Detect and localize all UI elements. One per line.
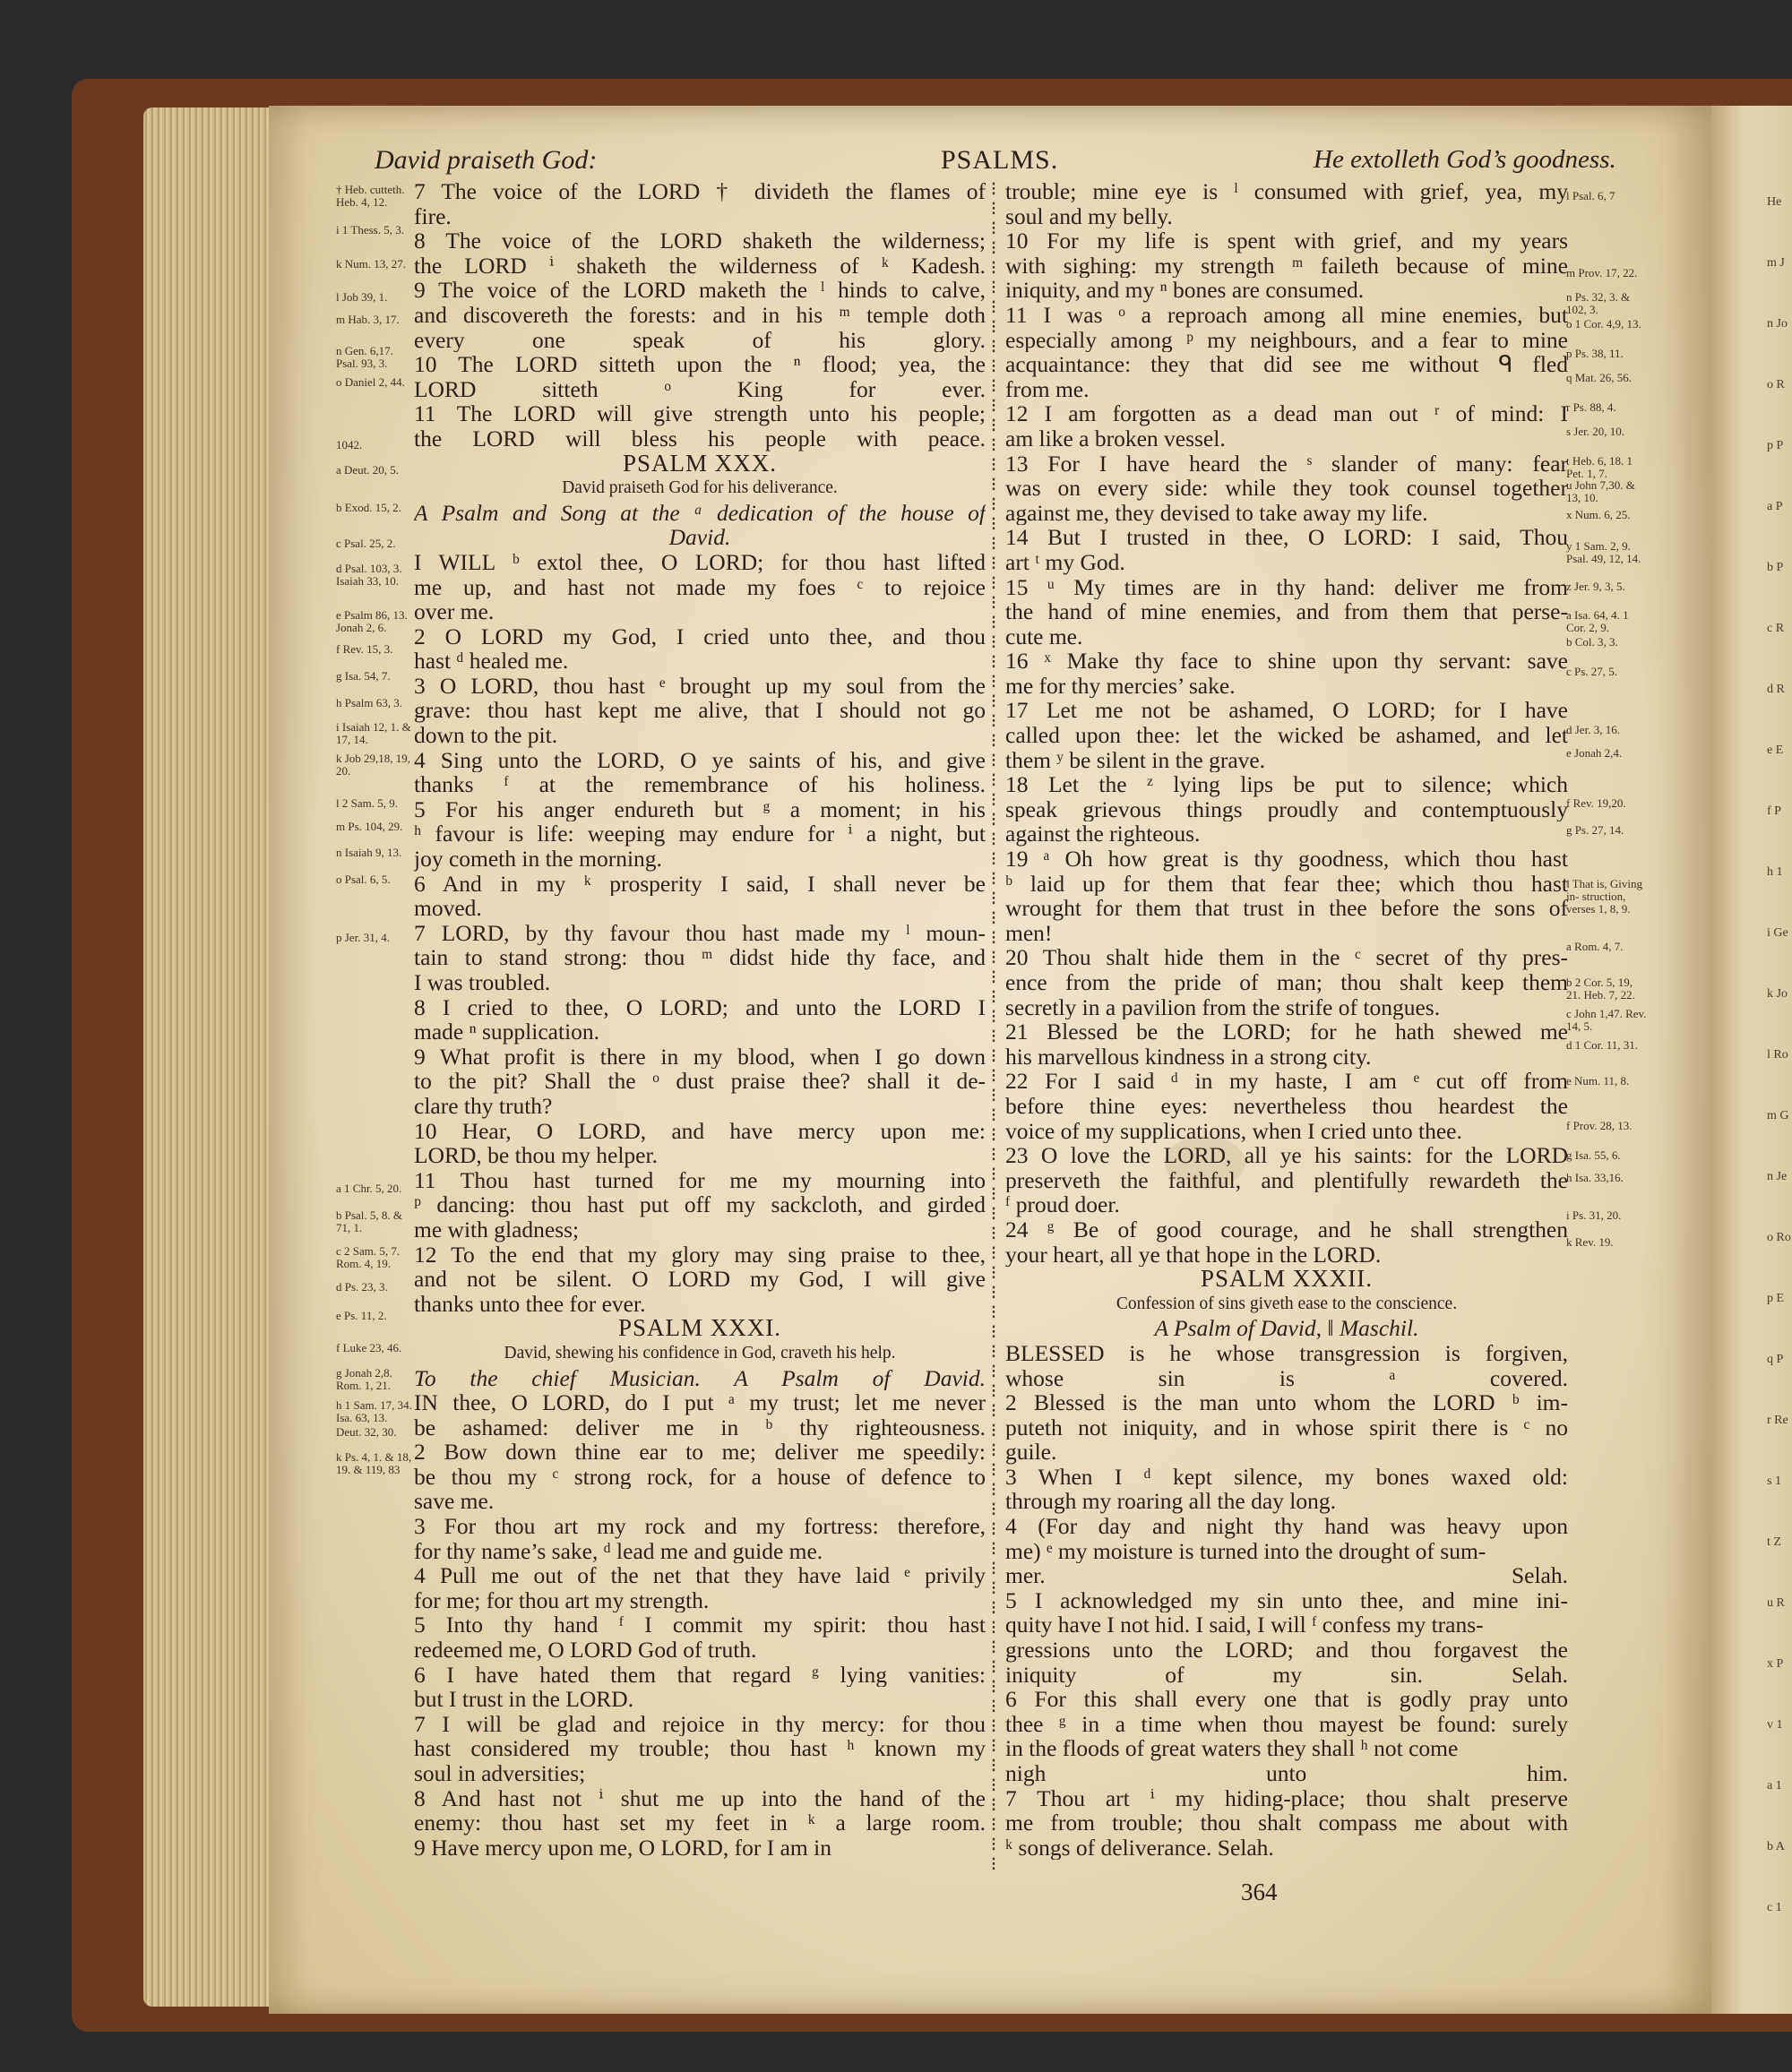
- text-line: puteth not iniquity, and in whose spirit there is ᶜ no: [1005, 1414, 1568, 1440]
- cross-reference-note: a 1 Chr. 5, 20.: [336, 1182, 402, 1195]
- next-page-fragment: p E: [1767, 1292, 1785, 1305]
- text-line: BLESSED is he whose transgression is forgiven,: [1005, 1340, 1568, 1366]
- cross-reference-note: f Prov. 28, 13.: [1566, 1119, 1633, 1132]
- column-divider: ⁝ ⁝ ⁝ ⁝ ⁝ ⁝ ⁝ ⁝ ⁝ ⁝ ⁝ ⁝ ⁝ ⁝ ⁝ ⁝ ⁝ ⁝ ⁝ ⁝ ⁝ ⁝ ⁝ ⁝ ⁝ ⁝ ⁝ ⁝ ⁝ ⁝ ⁝ ⁝ ⁝ ⁝ ⁝ ⁝ ⁝ ⁝ ⁝ ⁝ ⁝ ⁝ ⁝ ⁝ ⁝ ⁝ ⁝ ⁝ ⁝ ⁝ ⁝ ⁝ ⁝ ⁝ ⁝ ⁝ ⁝ ⁝ ⁝ ⁝ ⁝ ⁝ ⁝ ⁝ ⁝ ⁝ ⁝ ⁝ ⁝ ⁝ ⁝ ⁝ ⁝ ⁝ ⁝ ⁝ ⁝ ⁝ ⁝ ⁝ ⁝ ⁝ ⁝ ⁝ ⁝ ⁝: [990, 179, 997, 1875]
- text-line: 12 I am forgotten as a dead man out ʳ of mind: I: [1005, 401, 1568, 426]
- cross-reference-note: 1042.: [336, 438, 363, 451]
- text-line: 11 Thou hast turned for me my mourning into: [414, 1167, 986, 1193]
- text-line: moved.: [414, 896, 482, 921]
- text-line: 9 The voice of the LORD maketh the ˡ hinds to calve,: [414, 278, 986, 303]
- cross-reference-note: l 2 Sam. 5, 9.: [336, 796, 398, 810]
- text-line: 5 I acknowledged my sin unto thee, and mine ini-: [1005, 1587, 1568, 1613]
- text-line: David, shewing his confidence in God, craveth his help.: [504, 1343, 896, 1363]
- cross-reference-note: m Ps. 104, 29.: [336, 820, 403, 833]
- next-page-fragment: c 1: [1767, 1901, 1782, 1914]
- next-page-fragment: s 1: [1767, 1474, 1781, 1488]
- text-line: guile.: [1005, 1440, 1057, 1465]
- text-line: 10 For my life is spent with grief, and my years: [1005, 228, 1568, 254]
- next-page-fragment: f P: [1767, 804, 1781, 818]
- text-line: 16 ˣ Make thy face to shine upon thy servant: save: [1005, 649, 1568, 674]
- text-line: 6 And in my ᵏ prosperity I said, I shall never be: [414, 871, 986, 897]
- cross-reference-note: g Isa. 55, 6.: [1566, 1148, 1621, 1162]
- text-line: 8 And hast not ⁱ shut me up into the hand of the: [414, 1785, 986, 1811]
- text-line: be ashamed: deliver me in ᵇ thy righteousness.: [414, 1414, 986, 1440]
- next-page-edge: [1711, 106, 1792, 2014]
- text-line: clare thy truth?: [414, 1093, 553, 1119]
- text-line: 6 For this shall every one that is godly pray unto: [1005, 1687, 1568, 1712]
- cross-reference-note: b Psal. 5, 8. & 71, 1.: [336, 1208, 403, 1234]
- text-line: 13 For I have heard the ˢ slander of many: fear: [1005, 451, 1568, 477]
- next-page-fragment: c R: [1767, 622, 1785, 635]
- text-line: me) ᵉ my moisture is turned into the drought of sum-: [1005, 1538, 1486, 1564]
- text-line: 7 I will be glad and rejoice in thy mercy: for thou: [414, 1711, 986, 1737]
- text-line: To the chief Musician. A Psalm of David.: [414, 1365, 986, 1391]
- text-line: mer. Selah.: [1005, 1563, 1568, 1588]
- cross-reference-note: Deut. 32, 30.: [336, 1425, 397, 1439]
- next-page-fragment: He: [1767, 195, 1782, 209]
- text-line: PSALM XXXII.: [1200, 1267, 1373, 1292]
- text-line: for me; for thou art my strength.: [414, 1587, 710, 1613]
- text-line: wrought for them that trust in thee before the sons of: [1005, 896, 1568, 921]
- cross-reference-note: f Rev. 15, 3.: [336, 642, 393, 656]
- text-line: them ʸ be silent in the grave.: [1005, 747, 1266, 773]
- text-line: 9 What profit is there in my blood, when I go down: [414, 1044, 986, 1070]
- text-line: 12 To the end that my glory may sing praise to thee,: [414, 1242, 986, 1268]
- next-page-fragment: u R: [1767, 1596, 1785, 1610]
- text-line: ᵖ dancing: thou hast put off my sackcloth, and girded: [414, 1192, 986, 1217]
- text-line: redeemed me, O LORD God of truth.: [414, 1638, 757, 1663]
- text-line: for thy name’s sake, ᵈ lead me and guide me.: [414, 1538, 823, 1564]
- text-line: LORD, be thou my helper.: [414, 1143, 658, 1168]
- text-line: 7 The voice of the LORD † divideth the flames of: [414, 179, 986, 204]
- cross-reference-note: a Isa. 64, 4. 1 Cor. 2, 9.: [1566, 608, 1629, 634]
- text-line: hast considered my trouble; thou hast ʰ known my: [414, 1736, 986, 1761]
- text-line: in the floods of great waters they shall ʰ not come: [1005, 1736, 1459, 1761]
- text-line: men!: [1005, 920, 1053, 946]
- text-line: preserveth the faithful, and plentifully rewardeth the: [1005, 1167, 1568, 1193]
- cross-reference-note: p Jer. 31, 4.: [336, 931, 390, 944]
- text-line: before thine eyes: nevertheless thou heardest the: [1005, 1093, 1568, 1119]
- cross-reference-note: r Ps. 88, 4.: [1566, 400, 1616, 414]
- text-line: me with gladness;: [414, 1217, 580, 1242]
- page-edges: [143, 107, 269, 2007]
- text-line: A Psalm and Song at the ᵃ dedication of the house of: [414, 500, 986, 526]
- cross-reference-note: t Heb. 6, 18. 1 Pet. 1, 7.: [1566, 454, 1633, 480]
- cross-reference-note: f Rev. 19,20.: [1566, 796, 1626, 810]
- text-line: 4 (For day and night thy hand was heavy upon: [1005, 1514, 1568, 1539]
- cross-reference-note: i Ps. 31, 20.: [1566, 1208, 1622, 1222]
- cross-reference-note: i Isaiah 12, 1. & 17, 14.: [336, 720, 411, 746]
- cross-reference-note: d Jer. 3, 16.: [1566, 723, 1620, 736]
- running-head-left: David praiseth God:: [375, 145, 598, 175]
- cross-reference-note: k Job 29,18, 19, 20.: [336, 752, 411, 778]
- cross-reference-note: g Jonah 2,8. Rom. 1, 21.: [336, 1366, 392, 1392]
- cross-reference-note: l Psal. 6, 7: [1566, 189, 1615, 202]
- text-line: soul and my belly.: [1005, 203, 1173, 229]
- text-line: A Psalm of David, ‖ Maschil.: [1154, 1316, 1419, 1341]
- next-page-fragment: l Ro: [1767, 1048, 1788, 1062]
- text-line: 10 The LORD sitteth upon the ⁿ flood; yea, the: [414, 352, 986, 377]
- text-line: 24 ᵍ Be of good courage, and he shall strengthen: [1005, 1217, 1568, 1242]
- text-line: nigh unto him.: [1005, 1761, 1568, 1786]
- cross-reference-note: x Num. 6, 25.: [1566, 508, 1631, 521]
- text-line: 15 ᵘ My times are in thy hand: deliver me from: [1005, 574, 1568, 600]
- next-page-fragment: h 1: [1767, 865, 1783, 879]
- next-page-fragment: d R: [1767, 683, 1785, 696]
- next-page-fragment: b A: [1767, 1840, 1785, 1853]
- text-line: me from trouble; thou shalt compass me about with: [1005, 1810, 1568, 1836]
- text-line: 3 For thou art my rock and my fortress: therefore,: [414, 1514, 986, 1539]
- text-line: 4 Pull me out of the net that they have laid ᵉ privily: [414, 1563, 986, 1588]
- cross-reference-note: e Num. 11, 8.: [1566, 1074, 1630, 1088]
- text-line: to the pit? Shall the ᵒ dust praise thee? shall it de-: [414, 1069, 986, 1094]
- cross-reference-note: y 1 Sam. 2, 9. Psal. 49, 12, 14.: [1566, 539, 1641, 565]
- text-line: 8 The voice of the LORD shaketh the wilderness;: [414, 228, 986, 254]
- cross-reference-note: e Jonah 2,4.: [1566, 746, 1623, 760]
- text-line: acquaintance: they that did see me without ᑫ fled: [1005, 352, 1568, 377]
- cross-reference-note: ‖ That is, Giving in- struction, verses 1, 8, 9.: [1566, 877, 1643, 916]
- text-line: against the righteous.: [1005, 821, 1201, 847]
- text-line: especially among ᵖ my neighbours, and a fear to mine: [1005, 327, 1568, 353]
- text-line: grave: thou hast kept me alive, that I should not go: [414, 698, 986, 724]
- next-page-fragment: r Re: [1767, 1414, 1788, 1427]
- text-line: 4 Sing unto the LORD, O ye saints of his, and give: [414, 747, 986, 773]
- cross-reference-note: h Isa. 33,16.: [1566, 1171, 1624, 1184]
- next-page-fragment: m G: [1767, 1109, 1789, 1122]
- cross-reference-note: c John 1,47. Rev. 14, 5.: [1566, 1007, 1647, 1033]
- text-line: 20 Thou shalt hide them in the ᶜ secret of thy pres-: [1005, 945, 1568, 970]
- text-line: ᵏ songs of deliverance. Selah.: [1005, 1835, 1274, 1861]
- text-line: 6 I have hated them that regard ᵍ lying vanities:: [414, 1662, 986, 1688]
- text-line: IN thee, O LORD, do I put ᵃ my trust; let me never: [414, 1390, 986, 1415]
- page-number: 364: [1241, 1879, 1278, 1905]
- text-line: speak grievous things proudly and contemptuously: [1005, 796, 1568, 822]
- text-line: 14 But I trusted in thee, O LORD: I said, Thou: [1005, 525, 1568, 550]
- text-line: Confession of sins giveth ease to the conscience.: [1116, 1294, 1458, 1313]
- text-line: I WILL ᵇ extol thee, O LORD; for thou hast lifted: [414, 549, 986, 575]
- next-page-fragment: i Ge: [1767, 926, 1788, 940]
- text-line: 11 I was ᵒ a reproach among all mine enemies, but: [1005, 302, 1568, 328]
- text-line: 22 For I said ᵈ in my haste, I am ᵉ cut off from: [1005, 1069, 1568, 1094]
- text-line: secretly in a pavilion from the strife of tongues.: [1005, 994, 1441, 1020]
- text-line: 2 O LORD my God, I cried unto thee, and thou: [414, 623, 986, 649]
- text-line: gressions unto the LORD; and thou forgavest the: [1005, 1638, 1568, 1663]
- text-line: the LORD ⁱ shaketh the wilderness of ᵏ Kadesh.: [414, 253, 986, 279]
- next-page-fragment: p P: [1767, 439, 1784, 452]
- text-line: joy cometh in the morning.: [414, 847, 662, 872]
- next-page-fragment: n Je: [1767, 1170, 1788, 1183]
- text-line: LORD sitteth ᵒ King for ever.: [414, 376, 986, 402]
- text-line: 3 When I ᵈ kept silence, my bones waxed old:: [1005, 1464, 1568, 1490]
- cross-reference-note: b Col. 3, 3.: [1566, 635, 1618, 649]
- cross-reference-note: n Gen. 6,17. Psal. 93, 3.: [336, 344, 393, 370]
- cross-reference-note: b Exod. 15, 2.: [336, 501, 401, 514]
- text-line: 2 Blessed is the man unto whom the LORD ᵇ im-: [1005, 1390, 1568, 1415]
- text-line: be thou my ᶜ strong rock, for a house of defence to: [414, 1464, 986, 1490]
- text-line: soul in adversities;: [414, 1761, 586, 1786]
- cross-reference-note: m Prov. 17, 22.: [1566, 266, 1638, 279]
- cross-reference-note: s Jer. 20, 10.: [1566, 425, 1624, 438]
- text-line: with sighing: my strength ᵐ faileth because of mine: [1005, 253, 1568, 279]
- text-line: cute me.: [1005, 623, 1083, 649]
- text-line: 8 I cried to thee, O LORD; and unto the LORD I: [414, 994, 986, 1020]
- text-line: 9 Have mercy upon me, O LORD, for I am in: [414, 1835, 831, 1861]
- text-line: David praiseth God for his deliverance.: [562, 478, 838, 498]
- cross-reference-note: i 1 Thess. 5, 3.: [336, 223, 404, 236]
- text-line: was on every side: while they took counsel together: [1005, 476, 1568, 501]
- text-line: hast ᵈ healed me.: [414, 649, 569, 674]
- text-line: 2 Bow down thine ear to me; deliver me speedily:: [414, 1440, 986, 1465]
- cross-reference-note: u John 7,30. & 13, 10.: [1566, 478, 1635, 504]
- cross-reference-note: q Mat. 26, 56.: [1566, 371, 1632, 384]
- text-line: voice of my supplications, when I cried unto thee.: [1005, 1118, 1462, 1144]
- text-line: David.: [668, 525, 731, 550]
- text-line: PSALM XXX.: [622, 451, 778, 477]
- cross-reference-note: o Daniel 2, 44.: [336, 375, 405, 389]
- next-page-fragment: k Jo: [1767, 987, 1788, 1001]
- text-line: iniquity, and my ⁿ bones are consumed.: [1005, 278, 1365, 303]
- text-line: I was troubled.: [414, 970, 551, 995]
- text-line: ence from the pride of man; thou shalt keep them: [1005, 970, 1568, 995]
- text-line: and not be silent. O LORD my God, I will give: [414, 1267, 986, 1292]
- text-line: through my roaring all the day long.: [1005, 1489, 1336, 1515]
- text-line: 18 Let the ᶻ lying lips be put to silence; which: [1005, 772, 1568, 797]
- next-page-fragment: x P: [1767, 1657, 1784, 1671]
- text-line: over me.: [414, 599, 495, 624]
- cross-reference-note: k Num. 13, 27.: [336, 257, 406, 271]
- text-line: from me.: [1005, 376, 1090, 402]
- text-line: the hand of mine enemies, and from them that perse-: [1005, 599, 1568, 624]
- text-line: and discovereth the forests: and in his ᵐ temple doth: [414, 302, 986, 328]
- text-line: trouble; mine eye is ˡ consumed with grief, yea, my: [1005, 179, 1568, 204]
- cross-reference-note: c Ps. 27, 5.: [1566, 665, 1618, 678]
- text-line: called upon thee: let the wicked be ashamed, and let: [1005, 723, 1568, 748]
- next-page-fragment: e E: [1767, 744, 1784, 757]
- text-line: art ᵗ my God.: [1005, 549, 1125, 575]
- left-text-column: [414, 179, 986, 1860]
- text-line: fire.: [414, 203, 452, 229]
- cross-reference-note: k Ps. 4, 1. & 18, 19. & 119, 83: [336, 1450, 412, 1476]
- text-line: your heart, all ye that hope in the LORD.: [1005, 1242, 1382, 1268]
- text-line: whose sin is ᵃ covered.: [1005, 1365, 1568, 1391]
- cross-reference-note: h 1 Sam. 17, 34. Isa. 63, 13.: [336, 1398, 412, 1424]
- cross-reference-note: d Ps. 23, 3.: [336, 1280, 388, 1294]
- cross-reference-note: a Rom. 4, 7.: [1566, 940, 1624, 953]
- cross-reference-note: † Heb. cutteth. Heb. 4, 12.: [336, 183, 405, 209]
- next-page-fragment: o Ro: [1767, 1231, 1791, 1244]
- next-page-fragment: m J: [1767, 256, 1785, 270]
- text-line: me up, and hast not made my foes ᶜ to rejoice: [414, 574, 986, 600]
- cross-reference-note: n Isaiah 9, 13.: [336, 846, 402, 859]
- text-line: tain to stand strong: thou ᵐ didst hide thy face, and: [414, 945, 986, 970]
- next-page-fragment: b P: [1767, 561, 1784, 574]
- text-line: 5 For his anger endureth but ᵍ a moment; in his: [414, 796, 986, 822]
- cross-reference-note: p Ps. 38, 11.: [1566, 347, 1624, 360]
- text-line: 3 O LORD, thou hast ᵉ brought up my soul from the: [414, 673, 986, 699]
- cross-reference-note: d 1 Cor. 11, 31.: [1566, 1038, 1639, 1052]
- cross-reference-note: c 2 Sam. 5, 7. Rom. 4, 19.: [336, 1244, 401, 1270]
- cross-reference-note: g Ps. 27, 14.: [1566, 823, 1624, 837]
- text-line: me for thy mercies’ sake.: [1005, 673, 1236, 699]
- text-line: enemy: thou hast set my feet in ᵏ a large room.: [414, 1810, 986, 1836]
- cross-reference-note: f Luke 23, 46.: [336, 1341, 402, 1354]
- text-line: down to the pit.: [414, 723, 558, 748]
- text-line: 17 Let me not be ashamed, O LORD; for I have: [1005, 698, 1568, 724]
- next-page-fragment: n Jo: [1767, 317, 1788, 331]
- text-line: 23 O love the LORD, all ye his saints: for the LORD: [1005, 1143, 1568, 1168]
- text-line: 19 ᵃ Oh how great is thy goodness, which thou hast: [1005, 847, 1568, 872]
- cross-reference-note: m Hab. 3, 17.: [336, 313, 400, 326]
- text-line: every one speak of his glory.: [414, 327, 986, 353]
- text-line: am like a broken vessel.: [1005, 426, 1226, 451]
- cross-reference-note: c Psal. 25, 2.: [336, 537, 396, 550]
- text-line: 11 The LORD will give strength unto his people;: [414, 401, 986, 426]
- text-line: the LORD will bless his people with peace.: [414, 426, 986, 451]
- text-line: thanks ᶠ at the remembrance of his holiness.: [414, 772, 986, 797]
- cross-reference-note: h Psalm 63, 3.: [336, 696, 403, 709]
- text-line: 10 Hear, O LORD, and have mercy upon me:: [414, 1118, 986, 1144]
- running-head-right: He extolleth God’s goodness.: [1314, 145, 1616, 174]
- cross-reference-note: e Ps. 11, 2.: [336, 1309, 387, 1322]
- next-page-fragment: o R: [1767, 378, 1785, 391]
- text-line: ᵇ laid up for them that fear thee; which thou hast: [1005, 871, 1568, 897]
- cross-reference-note: b 2 Cor. 5, 19, 21. Heb. 7, 22.: [1566, 976, 1635, 1002]
- text-line: save me.: [414, 1489, 495, 1515]
- cross-reference-note: n Ps. 32, 3. & 102, 3.: [1566, 290, 1631, 316]
- next-page-fragment: v 1: [1767, 1718, 1783, 1732]
- text-line: ʰ favour is life: weeping may endure for ⁱ a night, but: [414, 821, 986, 847]
- text-line: 7 Thou art ⁱ my hiding-place; thou shalt preserve: [1005, 1785, 1568, 1811]
- text-line: PSALM XXXI.: [617, 1316, 782, 1341]
- text-line: ᶠ proud doer.: [1005, 1192, 1120, 1217]
- cross-reference-note: o Psal. 6, 5.: [336, 873, 391, 886]
- text-line: but I trust in the LORD.: [414, 1687, 634, 1712]
- text-line: against me, they devised to take away my life.: [1005, 500, 1428, 526]
- text-line: his marvellous kindness in a strong city.: [1005, 1044, 1372, 1070]
- text-line: quity have I not hid. I said, I will ᶠ confess my trans-: [1005, 1612, 1484, 1638]
- text-line: 5 Into thy hand ᶠ I commit my spirit: thou hast: [414, 1612, 986, 1638]
- next-page-fragment: a P: [1767, 500, 1783, 513]
- text-line: 7 LORD, by thy favour thou hast made my ˡ moun-: [414, 920, 986, 946]
- text-line: thee ᵍ in a time when thou mayest be found: surely: [1005, 1711, 1568, 1737]
- cross-reference-note: e Psalm 86, 13. Jonah 2, 6.: [336, 608, 408, 634]
- text-line: 21 Blessed be the LORD; for he hath shewed me: [1005, 1019, 1568, 1045]
- text-line: thanks unto thee for ever.: [414, 1291, 646, 1317]
- cross-reference-note: d Psal. 103, 3. Isaiah 33, 10.: [336, 562, 402, 588]
- cross-reference-note: z Jer. 9, 3, 5.: [1566, 580, 1625, 593]
- cross-reference-note: a Deut. 20, 5.: [336, 463, 400, 477]
- cross-reference-note: g Isa. 54, 7.: [336, 669, 391, 683]
- running-head-title: PSALMS.: [941, 145, 1059, 175]
- next-page-fragment: t Z: [1767, 1535, 1781, 1549]
- right-text-column: [1005, 179, 1568, 1860]
- next-page-fragment: q P: [1767, 1353, 1784, 1366]
- cross-reference-note: k Rev. 19.: [1566, 1235, 1614, 1249]
- cross-reference-note: o 1 Cor. 4,9, 13.: [1566, 317, 1641, 331]
- text-line: iniquity of my sin. Selah.: [1005, 1662, 1568, 1688]
- next-page-fragment: a 1: [1767, 1779, 1782, 1793]
- text-line: made ⁿ supplication.: [414, 1019, 600, 1045]
- cross-reference-note: l Job 39, 1.: [336, 290, 388, 304]
